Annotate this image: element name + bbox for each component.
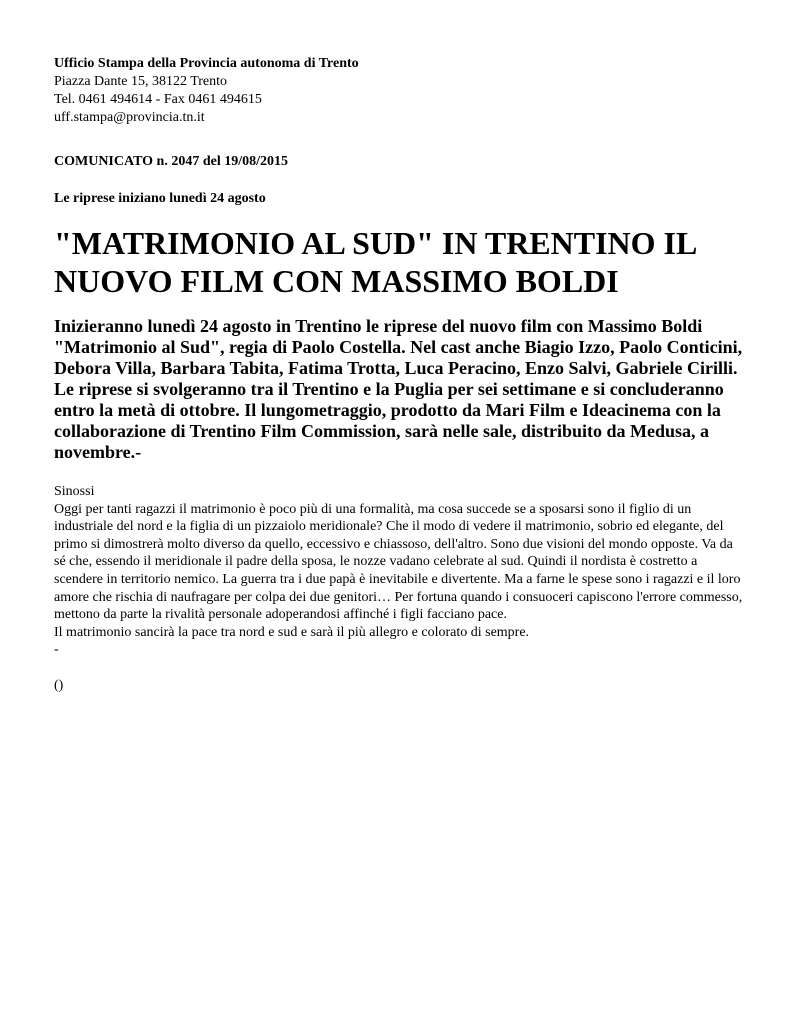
- lead-paragraph: Inizieranno lunedì 24 agosto in Trentino le riprese del nuovo film con Massimo Boldi "Matrimonio al Sud", regia di Paolo Costella. Nel cast anche Biagio Izzo, Paolo Conticini, Debora Villa, Barbara Tabita, Fatima Trotta, Luca Peracino, Enzo Salvi, Gabriele Cirilli. Le riprese si svolgeranno tra il Trentino e la Puglia per sei settimane e si concluderanno entro la metà di ottobre. Il lungometraggio, prodotto da Mari Film e Ideacinema con la collaborazione di Trentino Film Commission, sarà nelle sale, distribuito da Medusa, a novembre.-: [54, 316, 743, 462]
- communique-subtitle: Le riprese iniziano lunedì 24 agosto: [54, 191, 266, 206]
- synopsis-heading: Sinossi: [54, 484, 95, 499]
- communique-number: COMUNICATO n. 2047 del 19/08/2015: [54, 154, 288, 169]
- office-header: [54, 55, 751, 127]
- synopsis-dash: -: [54, 642, 59, 658]
- office-name: Ufficio Stampa della Provincia autonoma di Trento: [54, 56, 359, 71]
- synopsis-closing: Il matrimonio sancirà la pace tra nord e sud e sarà il più allegro e colorato di sempre.: [54, 624, 530, 640]
- office-email: uff.stampa@provincia.tn.it: [54, 110, 205, 125]
- synopsis-parens: (): [54, 677, 64, 693]
- synopsis-section: [54, 483, 744, 694]
- office-address: Piazza Dante 15, 38122 Trento: [54, 74, 228, 89]
- synopsis-body: Oggi per tanti ragazzi il matrimonio è poco più di una formalità, ma cosa succede se a sposarsi sono il figlio di un industriale del nord e la figlia di un pizzaiolo meridionale? Che il modo di vedere il matrimonio, sobrio ed elegante, del primo si dimostrerà molto diverso da quello, eccessivo e chiassoso, dell'altro. Sono due visioni del mondo opposte. Va da sé che, essendo il meridionale il padre della sposa, le nozze vadano celebrate al sud. Quindi il nordista è costretto a scendere in territorio nemico. La guerra tra i due papà è inevitabile e divertente. Ma a farne le spese sono i ragazzi e il loro amore che rischia di naufragare per colpa dei due genitori… Per fortuna quando i consuoceri capiscono l'errore commesso, mettono da parte la rivalità personale adoperandosi affinché i figli facciano pace.: [54, 501, 743, 623]
- office-phone-fax: Tel. 0461 494614 - Fax 0461 494615: [54, 92, 262, 107]
- headline: "MATRIMONIO AL SUD" IN TRENTINO IL NUOVO FILM CON MASSIMO BOLDI: [54, 225, 696, 299]
- synopsis-blank-line: [54, 659, 744, 677]
